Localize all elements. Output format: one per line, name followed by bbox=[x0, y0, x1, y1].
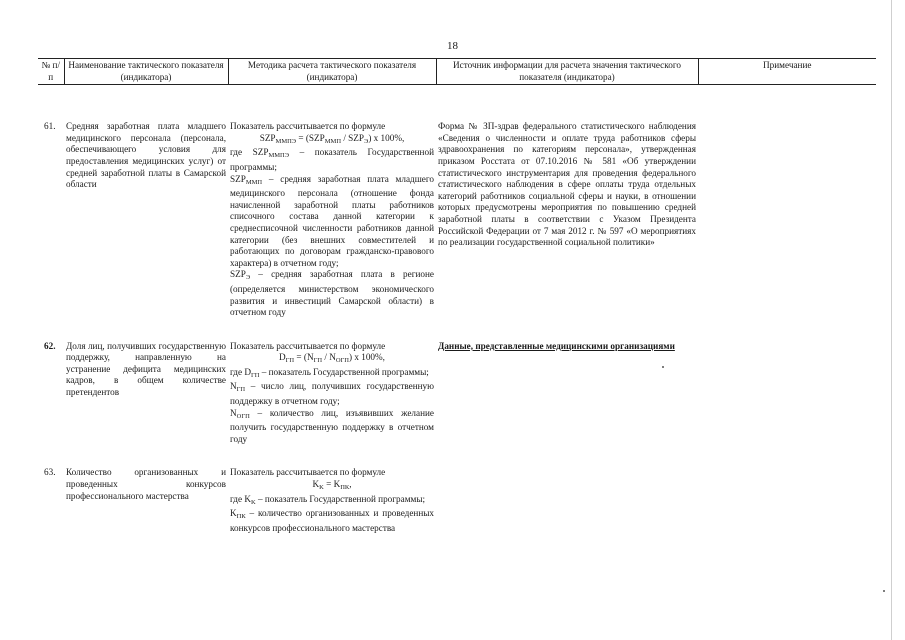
information-source: Данные, представленные медицинскими организациями bbox=[438, 340, 675, 351]
header-source: Источник информации для расчета значения тактического показателя (индикатора) bbox=[436, 59, 698, 85]
table-header-row bbox=[38, 59, 876, 85]
scan-speck bbox=[883, 590, 885, 592]
formula: $K_K = K_{ПК}$, bbox=[312, 479, 352, 492]
calculation-method bbox=[228, 319, 436, 446]
method-intro: Показатель рассчитывается по формуле bbox=[230, 121, 386, 132]
row-number: 63. bbox=[44, 467, 56, 478]
method-definition: $N_{ОГП}$ – количество лиц, изъявивших желание получить государственную поддержку в отчетном году bbox=[230, 407, 434, 444]
indicator-table bbox=[38, 58, 876, 534]
table-row bbox=[38, 445, 876, 534]
scan-edge-line bbox=[891, 0, 892, 640]
method-definition: $SZP_Э$ – средняя заработная плата в регионе (определяется министерством экономического развития и инвестиций Самарской области) в отчетном году bbox=[230, 269, 434, 318]
method-definition: $SZP_{ММП}$ – средняя заработная плата младшего медицинского персонала (отношение фонда начисленной заработной платы работников списочного состава данной категории к среднесписочной численности работников данной категории (без внешних совместителей и работающих по договорам гражданско-правового характера) в отчетном году; bbox=[230, 173, 434, 268]
method-definition: где $D_{ГП}$ – показатель Государственной программы; bbox=[230, 366, 429, 379]
row-number: 61. bbox=[44, 121, 56, 132]
row-note bbox=[698, 445, 876, 534]
row-note bbox=[698, 319, 876, 446]
indicator-name: Доля лиц, получивших государственную поддержку, направленную на устранение дефицита медицинских кадров, в общем количестве претендентов bbox=[66, 340, 226, 398]
information-source: Форма № ЗП-здрав федерального статистического наблюдения «Сведения о численности и оплате труда работников сферы здравоохранения по категориям персонала», утвержденная приказом Росстата от 07.10.2016 № 581 «Об утверждении статистического инструментария для проведения федерального статистического наблюдения в сфере оплаты труда отдельных категорий работников социальной сферы и науки, в отношении которых предусмотрены мероприятия по повышению средней заработной платы в соответствии с Указом Президента Российской Федерации от 7 мая 2012 г. № 597 «О мероприятиях по реализации государственной социальной политики» bbox=[438, 121, 696, 248]
table-row bbox=[38, 85, 876, 319]
formula: $D_{ГП} = (N_{ГП} / N_{ОГП})$ x 100%, bbox=[279, 352, 385, 365]
method-definition: где $SZP_{ММПЭ}$ – показатель Государственной программы; bbox=[230, 147, 434, 172]
method-intro: Показатель рассчитывается по формуле bbox=[230, 340, 386, 351]
header-num: № п/п bbox=[38, 59, 64, 85]
header-name: Наименование тактического показателя (индикатора) bbox=[64, 59, 228, 85]
row-note bbox=[698, 85, 876, 319]
method-definition: где $K_K$ – показатель Государственной программы; bbox=[230, 493, 426, 506]
calculation-method bbox=[228, 85, 436, 319]
header-note: Примечание bbox=[698, 59, 876, 85]
indicator-name: Количество организованных и проведенных конкурсов профессионального мастерства bbox=[66, 467, 226, 501]
row-number: 62. bbox=[44, 340, 56, 351]
method-definition: $N_{ГП}$ – число лиц, получивших государственную поддержку в отчетном году; bbox=[230, 381, 434, 407]
scan-speck bbox=[662, 366, 664, 368]
page-number: 18 bbox=[447, 40, 458, 52]
header-method: Методика расчета тактического показателя (индикатора) bbox=[228, 59, 436, 85]
formula: $SZP_{ММПЭ} = (SZP_{ММП} / SZP_Э)$ x 100%, bbox=[259, 132, 405, 145]
calculation-method bbox=[228, 445, 436, 534]
method-definition: $K_{ПК}$ – количество организованных и проведенных конкурсов профессионального мастерства bbox=[230, 508, 434, 533]
method-intro: Показатель рассчитывается по формуле bbox=[230, 467, 386, 478]
information-source bbox=[436, 445, 698, 534]
indicator-name: Средняя заработная плата младшего медицинского персонала (персонала, обеспечивающего условия для предоставления медицинских услуг) от средней заработной платы в Самарской области bbox=[66, 121, 226, 190]
table-row bbox=[38, 319, 876, 446]
